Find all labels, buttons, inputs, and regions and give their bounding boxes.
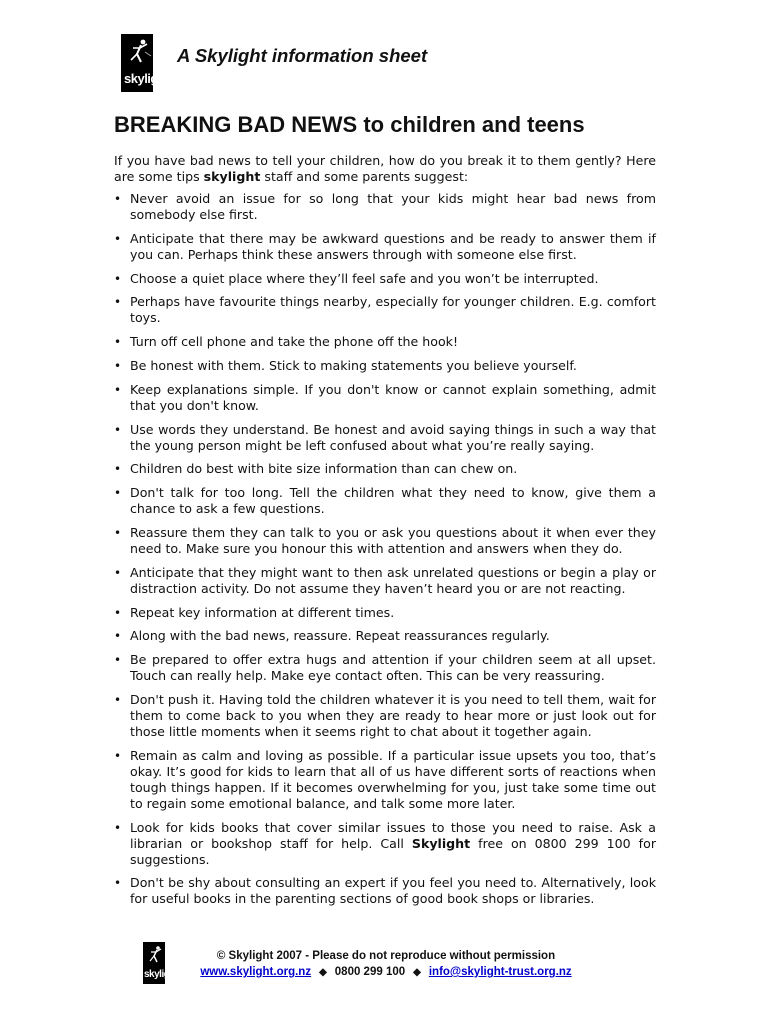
website-link[interactable]: www.skylight.org.nz bbox=[200, 966, 312, 978]
list-item bbox=[114, 231, 656, 263]
diamond-icon: ◆ bbox=[413, 967, 421, 978]
list-item bbox=[114, 485, 656, 517]
footer-logo bbox=[143, 942, 178, 984]
bullet: • bbox=[114, 192, 122, 206]
list-item bbox=[114, 820, 656, 868]
intro-text-end: staff and some parents suggest: bbox=[260, 169, 469, 184]
tip-text: Don't be shy about consulting an expert if you feel you need to. Alternatively, look for useful books in the parenting sections of good book shops or libraries. bbox=[130, 875, 656, 907]
list-item bbox=[114, 461, 656, 477]
tip-text: Keep explanations simple. If you don't know or cannot explain something, admit that you don't know. bbox=[130, 381, 656, 413]
bullet: • bbox=[114, 605, 122, 620]
list-item bbox=[114, 628, 656, 644]
list-item bbox=[114, 525, 656, 557]
sheet-label: A Skylight information sheet bbox=[177, 45, 428, 66]
tip-text: Don't push it. Having told the children whatever it is you need to tell them, wait for them to come back to you when they are ready to hear more or just look out for those little moments when it seems right to chat about it together again. bbox=[130, 691, 656, 739]
tip-text: Look for kids books that cover similar issues to those you need to raise. Ask a librarian or bookshop staff for help. Call bbox=[130, 819, 656, 851]
copyright-notice: © Skylight 2007 - Please do not reproduce without permission bbox=[216, 950, 556, 962]
bullet: • bbox=[114, 358, 122, 373]
intro-paragraph bbox=[114, 153, 656, 185]
bullet: • bbox=[114, 748, 122, 763]
phone-number: 0800 299 100 bbox=[334, 966, 406, 978]
contact-line bbox=[190, 964, 582, 981]
bullet: • bbox=[114, 335, 122, 350]
skylight-logo bbox=[121, 34, 170, 92]
list-item bbox=[114, 422, 656, 454]
email-link[interactable]: info@skylight-trust.org.nz bbox=[428, 966, 572, 978]
tip-text: Reassure them they can talk to you or ask you questions about it when ever they need to. Make sure you honour this with attention and answers when they do. bbox=[130, 524, 656, 556]
tip-text: Children do best with bite size information than can chew on. bbox=[130, 461, 518, 477]
logo-wordmark: skylight bbox=[144, 969, 178, 980]
list-item bbox=[114, 692, 656, 740]
tip-text: Don't talk for too long. Tell the children what they need to know, give them a chance to ask a few questions. bbox=[130, 485, 656, 517]
bullet: • bbox=[114, 295, 122, 310]
bullet: • bbox=[114, 382, 122, 397]
main-content bbox=[114, 153, 656, 915]
bullet: • bbox=[114, 692, 122, 707]
tip-text: Choose a quiet place where they’ll feel safe and you won’t be interrupted. bbox=[130, 270, 599, 286]
list-item bbox=[114, 565, 656, 597]
tip-text: Use words they understand. Be honest and avoid saying things in such a way that the young person might be left confused about what you’re really saying. bbox=[130, 421, 656, 453]
list-item bbox=[114, 271, 656, 287]
list-item bbox=[114, 875, 656, 907]
tip-text: Turn off cell phone and take the phone off the hook! bbox=[130, 334, 458, 350]
tip-text: Anticipate that they might want to then ask unrelated questions or begin a play or distraction activity. Do not assume they haven’t heard you or are not reacting. bbox=[130, 564, 656, 596]
tip-text: Along with the bad news, reassure. Repeat reassurances regularly. bbox=[130, 628, 550, 644]
bullet: • bbox=[114, 629, 122, 644]
logo-wordmark: skylight bbox=[124, 71, 170, 86]
list-item bbox=[114, 605, 656, 621]
list-item bbox=[114, 652, 656, 684]
tips-list bbox=[114, 191, 656, 907]
bullet: • bbox=[114, 565, 122, 580]
tip-text: Perhaps have favourite things nearby, especially for younger children. E.g. comfort toys. bbox=[130, 294, 656, 326]
bullet: • bbox=[114, 422, 122, 437]
tip-text-end: free on 0800 299 100 for suggestions. bbox=[130, 835, 656, 867]
list-item bbox=[114, 191, 656, 223]
bullet: • bbox=[114, 486, 122, 501]
bullet: • bbox=[114, 653, 122, 668]
list-item bbox=[114, 358, 656, 374]
list-item bbox=[114, 294, 656, 326]
bullet: • bbox=[114, 231, 122, 246]
tip-brand: Skylight bbox=[411, 835, 471, 851]
list-item bbox=[114, 382, 656, 414]
bullet: • bbox=[114, 271, 122, 286]
bullet: • bbox=[114, 876, 122, 891]
tip-text: Anticipate that there may be awkward questions and be ready to answer them if you can. Perhaps think these answers through with someone else first. bbox=[130, 230, 656, 262]
intro-text: If you have bad news to tell your children, how do you break it to them gently? Here are some tips bbox=[114, 153, 656, 184]
page-title: BREAKING BAD NEWS to children and teens bbox=[114, 112, 585, 137]
diamond-icon: ◆ bbox=[319, 967, 327, 978]
bullet: • bbox=[114, 820, 122, 835]
tip-text: Never avoid an issue for so long that your kids might hear bad news from somebody else first. bbox=[130, 191, 656, 222]
tip-text: Repeat key information at different times. bbox=[130, 604, 395, 620]
intro-brand: skylight bbox=[203, 169, 261, 184]
bullet: • bbox=[114, 525, 122, 540]
tip-text: Be prepared to offer extra hugs and attention if your children seem at all upset. Touch can really help. Make eye contact often. This can be very reassuring. bbox=[130, 652, 656, 684]
tip-text: Be honest with them. Stick to making statements you believe yourself. bbox=[130, 357, 577, 373]
footer bbox=[190, 948, 582, 981]
list-item bbox=[114, 748, 656, 812]
tip-text: Remain as calm and loving as possible. If a particular issue upsets you too, that’s okay. It’s good for kids to learn that all of us have different sorts of reactions when tough things happen. If it becomes overwhelming for you, just take some time out to regain some emotional balance, and talk some more later. bbox=[130, 747, 656, 811]
list-item bbox=[114, 334, 656, 350]
bullet: • bbox=[114, 462, 122, 477]
